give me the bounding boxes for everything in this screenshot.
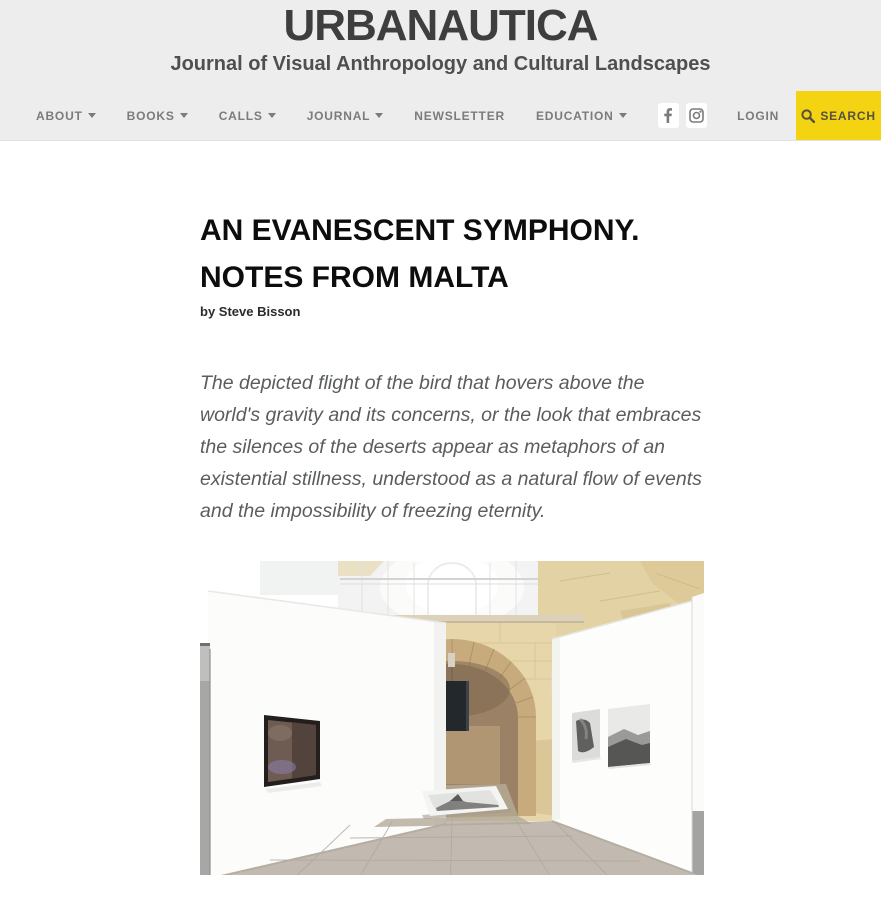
- nav-item-calls-label: CALLS: [218, 108, 263, 123]
- gallery-right-artwork-1: [572, 709, 601, 763]
- article-lede: The depicted flight of the bird that hovers above the world's gravity and its concerns, or the look that embraces the silences of the deserts appear as metaphors of an existential stillness, understood as a natural flow of events and the impossibility of freezing eternity.: [200, 372, 702, 522]
- nav-item-newsletter[interactable]: [414, 109, 505, 123]
- article: [200, 141, 704, 875]
- article-title: [200, 207, 704, 301]
- chevron-down-icon: [268, 113, 276, 118]
- login-link[interactable]: LOGIN: [737, 108, 780, 123]
- nav-item-education[interactable]: [536, 109, 627, 123]
- chevron-down-icon: [619, 113, 627, 118]
- instagram-icon: [689, 108, 704, 123]
- main-content: [0, 141, 881, 875]
- magnifier-icon: [801, 109, 815, 123]
- nav-item-journal[interactable]: [307, 109, 384, 123]
- instagram-button[interactable]: [686, 103, 707, 128]
- nav-item-journal-label: JOURNAL: [306, 108, 371, 123]
- nav-item-newsletter-label: NEWSLETTER: [414, 108, 505, 123]
- gallery-right-edge: [692, 593, 704, 875]
- article-title-line1: AN EVANESCENT SYMPHONY.: [200, 214, 640, 247]
- article-title-line2: NOTES FROM MALTA: [200, 261, 509, 294]
- chevron-down-icon: [180, 113, 188, 118]
- nav-item-calls[interactable]: [219, 109, 276, 123]
- site-title[interactable]: URBANAUTICA: [283, 1, 598, 50]
- gallery-right-artwork-2: [608, 704, 651, 769]
- nav-item-education-label: EDUCATION: [535, 108, 614, 123]
- site-header: [0, 0, 881, 141]
- article-byline: by Steve Bisson: [200, 304, 301, 319]
- nav-item-books-label: BOOKS: [126, 108, 175, 123]
- main-nav: [0, 91, 881, 140]
- chevron-down-icon: [88, 113, 96, 118]
- nav-item-about-label: ABOUT: [36, 108, 83, 123]
- facebook-button[interactable]: [658, 103, 679, 128]
- site-subtitle: Journal of Visual Anthropology and Cultural Landscapes: [170, 53, 711, 75]
- chevron-down-icon: [375, 113, 383, 118]
- nav-item-books[interactable]: [127, 109, 188, 123]
- facebook-icon: [661, 108, 675, 123]
- gallery-left-edge: [200, 643, 211, 875]
- search-button[interactable]: [796, 91, 881, 140]
- gallery-photo-illustration: [200, 561, 704, 875]
- article-photo: [200, 561, 704, 875]
- nav-item-about[interactable]: [36, 109, 96, 123]
- search-button-label: SEARCH: [820, 108, 876, 123]
